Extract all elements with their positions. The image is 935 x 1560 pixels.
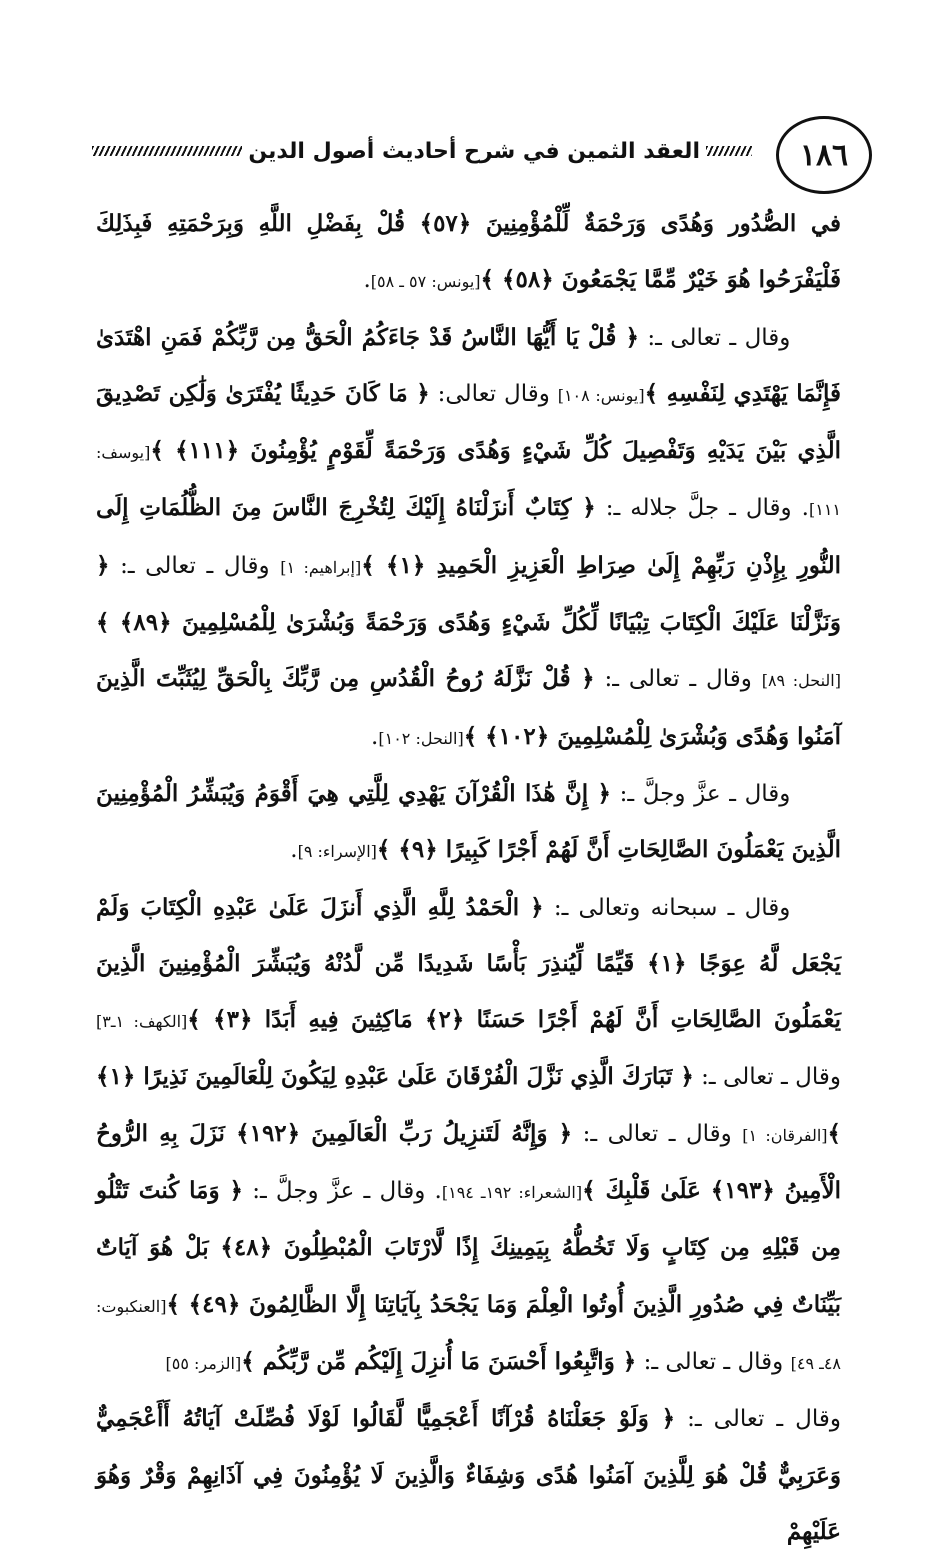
quran-verse: ﴿ كِتَابٌ أَنزَلْنَاهُ إِلَيْكَ لِتُخْرِجَ النَّاسَ مِنَ الظُّلُمَاتِ إِلَى النُّورِ بِإِذْنِ رَبِّهِمْ إِلَىٰ صِرَاطِ الْعَزِيزِ الْحَمِيدِ ﴿١﴾ ﴾ [96,494,841,579]
quran-verse: ﴿ وَمَا كُنتَ تَتْلُو مِن قَبْلِهِ مِن كِتَابٍ وَلَا تَخُطُّهُ بِيَمِينِكَ إِذًا لَّارْتَابَ الْمُبْطِلُونَ ﴿٤٨﴾ بَلْ هُوَ آيَاتٌ بَيِّنَاتٌ فِي صُدُورِ الَّذِينَ أُوتُوا الْعِلْمَ وَمَا يَجْحَدُ بِآيَاتِنَا إِلَّا الظَّالِمُونَ ﴿٤٩﴾ ﴾ [96,1177,842,1318]
verse-reference: [الشعراء: ١٩٢ـ ١٩٤] [441,1183,583,1203]
body-text: وقال ـ تعالى ـ: [594,666,762,693]
quran-verse: ﴿ الْحَمْدُ لِلَّهِ الَّذِي أَنزَلَ عَلَىٰ عَبْدِهِ الْكِتَابَ وَلَمْ يَجْعَل لَّهُ عِوَجًا ﴿١﴾ قَيِّمًا لِّيُنذِرَ بَأْسًا شَدِيدًا مِّن لَّدُنْهُ وَيُبَشِّرَ الْمُؤْمِنِينَ الَّذِينَ يَعْمَلُونَ الصَّالِحَاتِ أَنَّ لَهُمْ أَجْرًا حَسَنًا ﴿٢﴾ مَاكِثِينَ فِيهِ أَبَدًا ﴿٣﴾ ﴾ [96,893,842,1034]
quran-verse: ﴿ قُلْ نَزَّلَهُ رُوحُ الْقُدُسِ مِن رَّبِّكَ بِالْحَقِّ لِيُثَبِّتَ الَّذِينَ آمَنُوا وَهُدًى وَبُشْرَىٰ لِلْمُسْلِمِينَ ﴿١٠٢﴾ ﴾ [96,665,841,750]
quran-verse: ﴿ وَلَوْ جَعَلْنَاهُ قُرْآنًا أَعْجَمِيًّا لَّقَالُوا لَوْلَا فُصِّلَتْ آيَاتُهُ أَأَعْجَمِيٌّ وَعَرَبِيٌّ قُلْ هُوَ لِلَّذِينَ آمَنُوا هُدًى وَشِفَاءٌ وَالَّذِينَ لَا يُؤْمِنُونَ فِي آذَانِهِمْ وَقْرٌ وَهُوَ عَلَيْهِمْ [96,1405,841,1545]
running-title-row [82,134,762,168]
paragraph [96,880,841,1392]
verse-reference: [الكهف: ١ـ٣] [96,1012,188,1032]
body-text: وقال ـ تعالى ـ: [675,1406,841,1433]
body-text: وقال ـ تعالى ـ: [693,1064,841,1091]
verse-reference: [الإسراء: ٩] [297,842,377,862]
quran-verse: ﴿ قُلْ يَا أَيُّهَا النَّاسُ قَدْ جَاءَكُمُ الْحَقُّ مِن رَّبِّكُمْ فَمَنِ اهْتَدَىٰ فَإِنَّمَا يَهْتَدِي لِنَفْسِهِ ﴾ [96,323,841,407]
body-text: . وقال ـ جلَّ جلاله ـ: [595,495,809,522]
body-text: وقال تعالى: [429,380,558,407]
paragraph [96,310,841,766]
quran-verse: ﴿ مَا كَانَ حَدِيثًا يُفْتَرَىٰ وَلَٰكِن تَصْدِيقَ الَّذِي بَيْنَ يَدَيْهِ وَتَفْصِيلَ كُلِّ شَيْءٍ وَهُدًى وَرَحْمَةً لِّقَوْمٍ يُؤْمِنُونَ ﴿١١١﴾ ﴾ [96,379,841,465]
body-text: وقال ـ سبحانه وتعالى ـ: [543,894,791,921]
paragraph [96,1391,841,1560]
verse-reference: [الفرقان: ١] [742,1125,828,1145]
page-header [82,116,852,196]
body-text: وقال ـ عزَّ وجلَّ ـ: [610,780,791,807]
body-text: وقال ـ تعالى ـ: [638,324,791,351]
paragraph [96,766,841,880]
body-text: وقال ـ تعالى ـ: [109,552,281,579]
header-ornament-long [92,146,242,156]
body-text: وقال ـ تعالى ـ: [636,1348,791,1375]
verse-reference: [النحل: ١٠٢] [378,728,464,748]
page-body [96,196,841,1560]
verse-reference: [النحل: ٨٩] [761,671,841,691]
body-text: . [290,837,298,864]
verse-reference: [يوسف: ١١١] [96,443,841,520]
verse-reference: [يونس: ٥٧ ـ ٥٨] [370,272,481,292]
page-number: ١٨٦ [776,116,872,194]
running-title: العقد الثمين في شرح أحاديث أصول الدين [248,138,700,164]
verse-reference: [العنكبوت: ٤٨ـ ٤٩] [96,1296,841,1373]
quran-verse: في الصُّدُور وَهُدًى وَرَحْمَةٌ لِّلْمُؤْمِنِينَ ﴿٥٧﴾ قُلْ بِفَضْلِ اللَّهِ وَبِرَحْمَتِهِ فَبِذَلِكَ فَلْيَفْرَحُوا هُوَ خَيْرٌ مِّمَّا يَجْمَعُونَ ﴿٥٨﴾ ﴾ [96,210,841,294]
quran-verse: ﴿ إِنَّ هَٰذَا الْقُرْآنَ يَهْدِي لِلَّتِي هِيَ أَقْوَمُ وَيُبَشِّرُ الْمُؤْمِنِينَ الَّذِينَ يَعْمَلُونَ الصَّالِحَاتِ أَنَّ لَهُمْ أَجْرًا كَبِيرًا ﴿٩﴾ ﴾ [96,779,841,864]
verse-reference: [إبراهيم: ١] [280,557,362,577]
quran-verse: ﴿ وَاتَّبِعُوا أَحْسَنَ مَا أُنزِلَ إِلَيْكُم مِّن رَّبِّكُم ﴾ [241,1347,637,1375]
body-text: . [371,723,379,750]
body-text: وقال ـ تعالى ـ: [572,1120,743,1147]
quran-verse: ﴿ تَبَارَكَ الَّذِي نَزَّلَ الْفُرْقَانَ عَلَىٰ عَبْدِهِ لِيَكُونَ لِلْعَالَمِينَ نَذِيرًا ﴿١﴾ ﴾ [96,1063,842,1147]
quran-verse: ﴿ وَنَزَّلْنَا عَلَيْكَ الْكِتَابَ تِبْيَانًا لِّكُلِّ شَيْءٍ وَهُدًى وَرَحْمَةً وَبُشْرَىٰ لِلْمُسْلِمِينَ ﴿٨٩﴾ ﴾ [96,551,841,637]
paragraph [96,196,841,310]
body-text: . وقال ـ عزَّ وجلَّ ـ: [242,1178,442,1205]
header-ornament-short [706,146,752,156]
quran-verse: ﴿ وَإِنَّهُ لَتَنزِيلُ رَبِّ الْعَالَمِينَ ﴿١٩٢﴾ نَزَلَ بِهِ الرُّوحُ الْأَمِينُ ﴿١٩٣﴾ عَلَىٰ قَلْبِكَ ﴾ [96,1119,841,1205]
body-text: . [363,267,371,294]
verse-reference: [يونس: ١٠٨] [557,385,645,405]
verse-reference: [الزمر: ٥٥] [165,1353,242,1373]
